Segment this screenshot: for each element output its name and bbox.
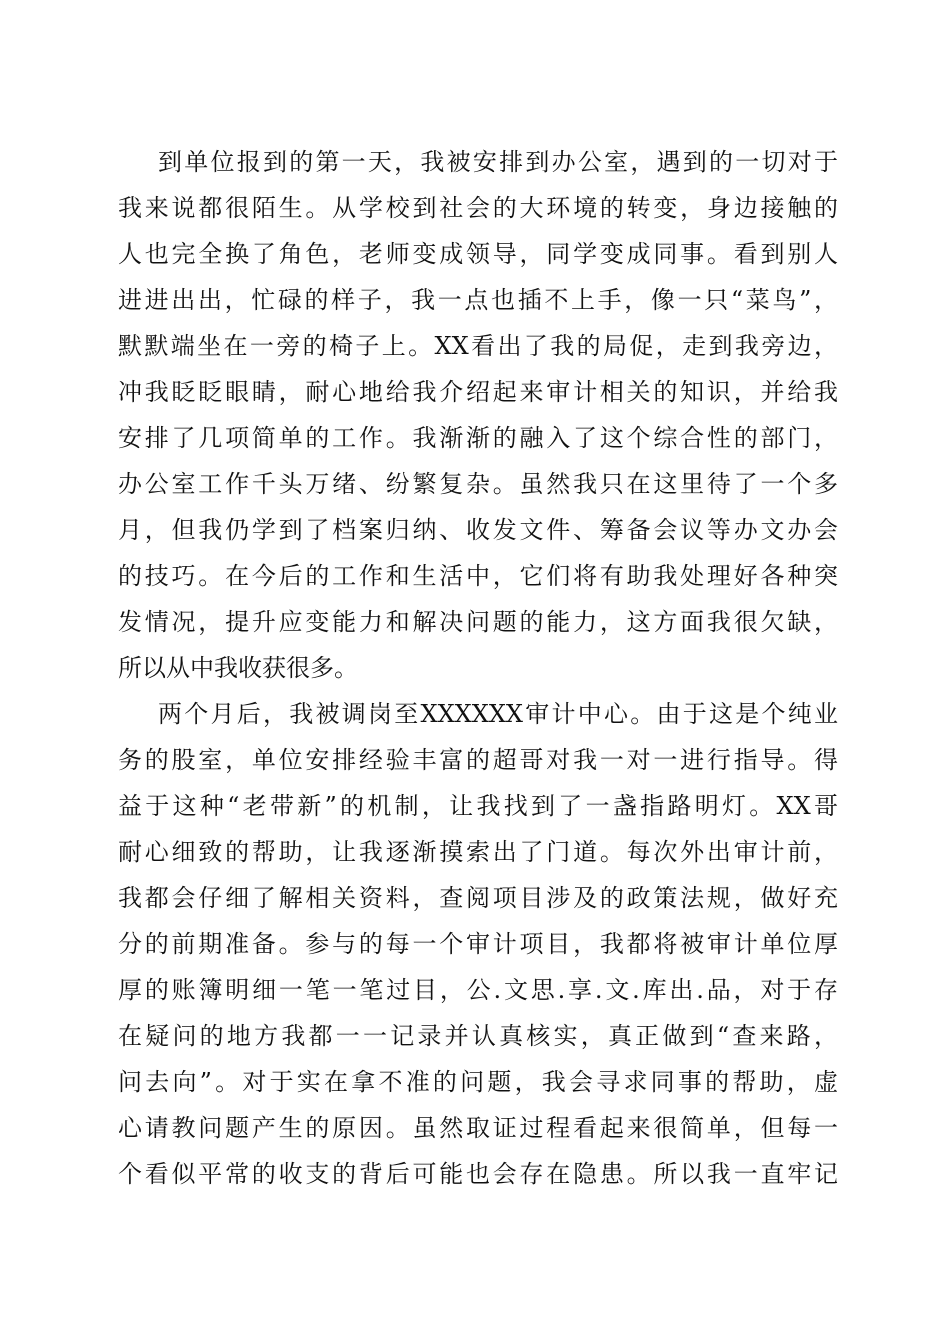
- paragraph-2-line: 我都会仔细了解相关资料，查阅项目涉及的政策法规，做好充: [118, 884, 838, 912]
- paragraph-1-line: 我来说都很陌生。从学校到社会的大环境的转变，身边接触的: [118, 194, 838, 222]
- paragraph-2-line: 益于这种“老带新”的机制，让我找到了一盏指路明灯。XX哥: [118, 792, 838, 820]
- paragraph-1-line: 的技巧。在今后的工作和生活中，它们将有助我处理好各种突: [118, 562, 838, 590]
- paragraph-1-line: 进进出出，忙碌的样子，我一点也插不上手，像一只“菜鸟”，: [118, 286, 838, 314]
- paragraph-2-line: 在疑问的地方我都一一记录并认真核实，真正做到“查来路，: [118, 1022, 838, 1050]
- paragraph-2-line: 厚的账簿明细一笔一笔过目，公.文思.享.文.库出.品，对于存: [118, 976, 838, 1004]
- paragraph-1-line: 安排了几项简单的工作。我渐渐的融入了这个综合性的部门，: [118, 424, 838, 452]
- paragraph-1-line: 办公室工作千头万绪、纷繁复杂。虽然我只在这里待了一个多: [118, 470, 838, 498]
- paragraph-1-line: 到单位报到的第一天，我被安排到办公室，遇到的一切对于: [158, 148, 838, 176]
- paragraph-2-line: 问去向”。对于实在拿不准的问题，我会寻求同事的帮助，虚: [118, 1068, 838, 1096]
- paragraph-1-line: 默默端坐在一旁的椅子上。XX看出了我的局促，走到我旁边，: [118, 332, 838, 360]
- paragraph-2-line: 分的前期准备。参与的每一个审计项目，我都将被审计单位厚: [118, 930, 838, 958]
- paragraph-2-line: 耐心细致的帮助，让我逐渐摸索出了门道。每次外出审计前，: [118, 838, 838, 866]
- paragraph-2-line: 务的股室，单位安排经验丰富的超哥对我一对一进行指导。得: [118, 746, 838, 774]
- paragraph-2-line: 心请教问题产生的原因。虽然取证过程看起来很简单，但每一: [118, 1114, 838, 1142]
- paragraph-1-line: 发情况，提升应变能力和解决问题的能力，这方面我很欠缺，: [118, 608, 838, 636]
- paragraph-1-line: 月，但我仍学到了档案归纳、收发文件、筹备会议等办文办会: [118, 516, 838, 544]
- paragraph-1-line: 人也完全换了角色，老师变成领导，同学变成同事。看到别人: [118, 240, 838, 268]
- paragraph-2-line: 个看似平常的收支的背后可能也会存在隐患。所以我一直牢记: [118, 1160, 838, 1188]
- paragraph-1-line: 所以从中我收获很多。: [118, 654, 358, 682]
- paragraph-1-line: 冲我眨眨眼睛，耐心地给我介绍起来审计相关的知识，并给我: [118, 378, 838, 406]
- paragraph-2-line: 两个月后，我被调岗至XXXXXX审计中心。由于这是个纯业: [158, 700, 838, 728]
